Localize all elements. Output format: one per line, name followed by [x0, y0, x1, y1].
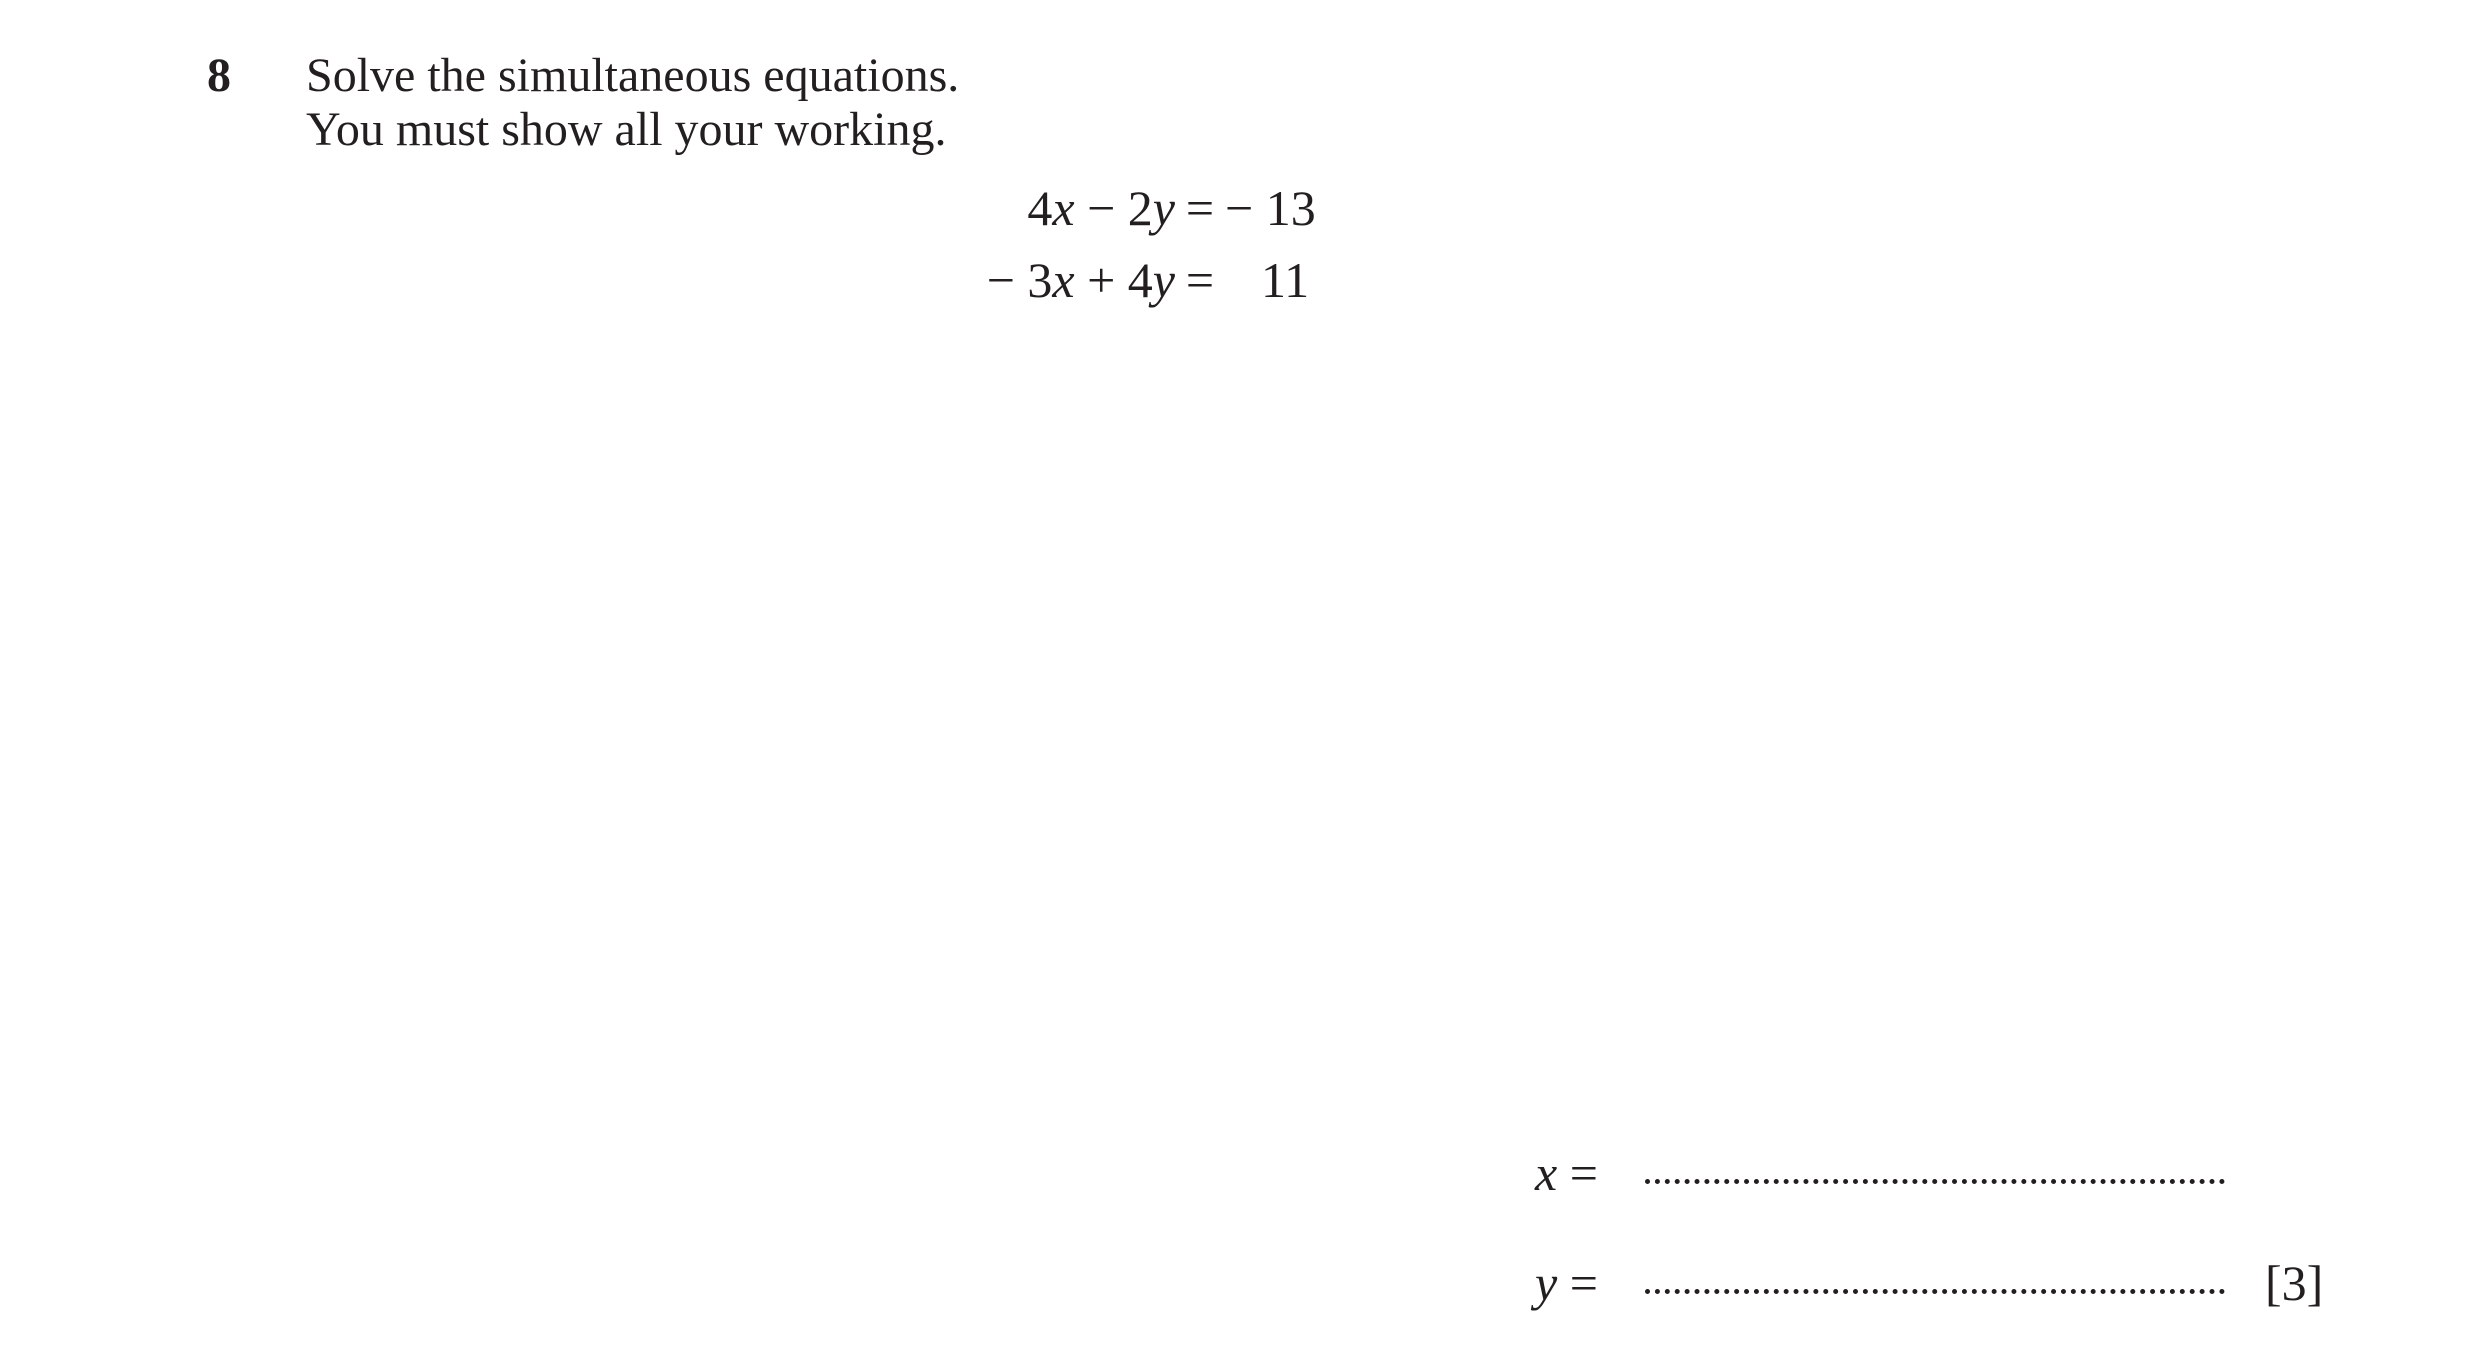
- answer-x-label: [1535, 1143, 1630, 1203]
- answer-y-field[interactable]: [1645, 1289, 2225, 1294]
- instruction-line-1: Solve the simultaneous equations.: [306, 49, 960, 102]
- eq1-term-op: − 2: [1074, 180, 1153, 236]
- equation-2-equals: =: [1185, 252, 1215, 308]
- eq1-term-var-y: y: [1152, 180, 1175, 236]
- answer-x-field[interactable]: [1645, 1179, 2225, 1184]
- eq2-term-var-y: y: [1152, 252, 1175, 308]
- answer-y-equals: =: [1569, 1255, 1598, 1311]
- equation-2-rhs: 11: [1261, 252, 1310, 308]
- equation-1-rhs: − 13: [1225, 180, 1316, 236]
- marks-label: [3]: [2265, 1255, 2324, 1311]
- answer-x-row: [1535, 1143, 2225, 1203]
- equation-1: [940, 172, 1361, 244]
- equation-1-lhs: [940, 172, 1175, 244]
- instruction-line-2: You must show all your working.: [306, 103, 947, 156]
- answer-x-var: x: [1535, 1145, 1558, 1201]
- eq2-term-var-x: x: [1052, 252, 1075, 308]
- answer-y-var: y: [1535, 1255, 1558, 1311]
- eq2-term-op: + 4: [1074, 252, 1153, 308]
- equation-1-equals: =: [1185, 180, 1215, 236]
- answer-y-row: [1535, 1253, 2323, 1313]
- equation-2-lhs: [940, 244, 1175, 316]
- answer-y-label: [1535, 1253, 1630, 1313]
- answer-x-equals: =: [1569, 1145, 1598, 1201]
- equations-block: [940, 172, 1361, 316]
- eq1-term-coef: 4: [1027, 180, 1053, 236]
- equation-2: [940, 244, 1361, 316]
- eq2-term-coef: − 3: [986, 252, 1053, 308]
- eq1-term-var-x: x: [1052, 180, 1075, 236]
- question-number: 8: [207, 49, 231, 102]
